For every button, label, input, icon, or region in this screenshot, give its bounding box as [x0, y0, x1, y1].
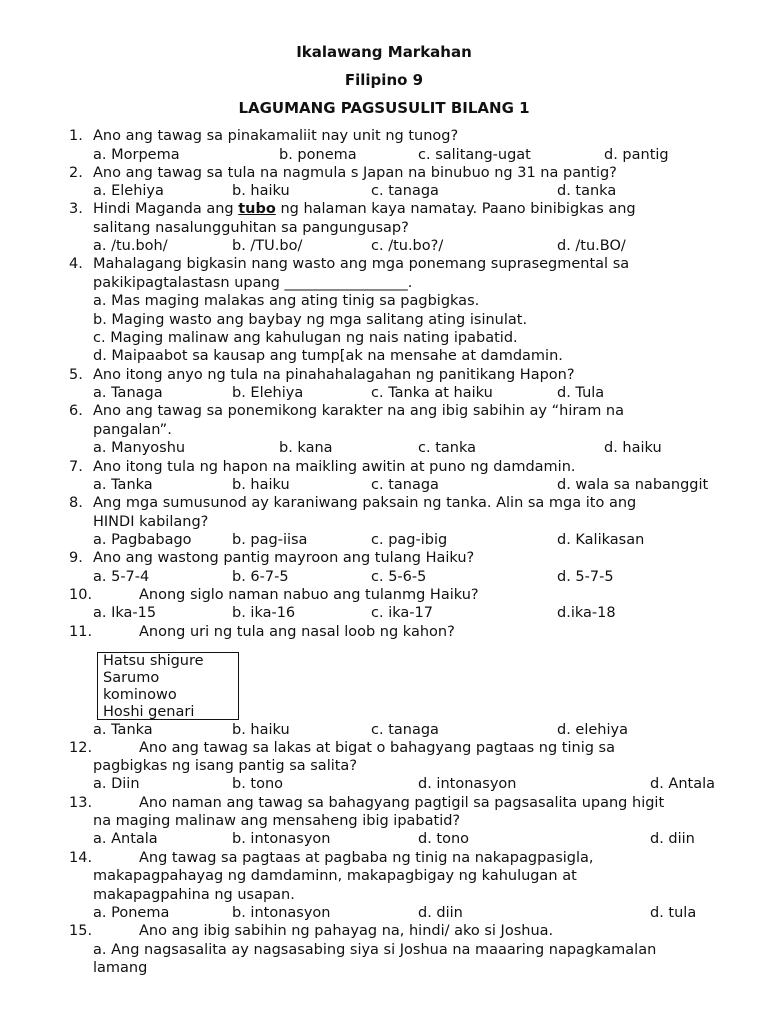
- choice-d: d. Tula: [557, 385, 605, 401]
- choice-c: d. tono: [418, 831, 470, 847]
- choice-d: d. pantig: [604, 147, 669, 163]
- question-text-part: ng halaman kaya namatay. Paano binibigkas ang: [275, 201, 636, 217]
- choice-d: d. wala sa nabanggit: [557, 477, 709, 493]
- choice-a: a. Morpema: [93, 147, 180, 163]
- question-text: Mahalagang bigkasin nang wasto ang mga ponemang suprasegmental sa: [93, 256, 630, 272]
- choice-a: a. Tanaga: [93, 385, 163, 401]
- question-text: [93, 200, 636, 218]
- option-b: b. Maging wasto ang baybay ng mga salitang ating isinulat.: [93, 312, 528, 328]
- choice-b: b. ponema: [279, 147, 357, 163]
- choice-c: c. tanaga: [371, 477, 439, 493]
- choice-a: a. Ponema: [93, 905, 170, 921]
- question-number: 7.: [69, 459, 83, 475]
- choice-d: d. 5-7-5: [557, 569, 614, 585]
- poem-box: [97, 652, 239, 720]
- choice-c: c. 5-6-5: [371, 569, 427, 585]
- question-number: 11.: [69, 624, 93, 640]
- choice-d: d.ika-18: [557, 605, 616, 621]
- option-a: a. Ang nagsasalita ay nagsasabing siya si Joshua na maaaring napagkamalan: [93, 942, 657, 958]
- choice-c: c. Tanka at haiku: [371, 385, 493, 401]
- question-text: Ang tawag sa pagtaas at pagbaba ng tinig na nakapagpasigla,: [139, 850, 594, 866]
- heading-subject: Filipino 9: [344, 71, 424, 89]
- choice-b: b. tono: [232, 776, 284, 792]
- question-number: 6.: [69, 403, 83, 419]
- question-text: Anong uri ng tula ang nasal loob ng kahon?: [139, 624, 455, 640]
- choice-b: b. intonasyon: [232, 905, 331, 921]
- choice-c: c. pag-ibig: [371, 532, 448, 548]
- question-text: Ano ang tawag sa tula na nagmula s Japan na binubuo ng 31 na pantig?: [93, 165, 617, 181]
- question-text: HINDI kabilang?: [93, 514, 209, 530]
- choice-d: d. tula: [650, 905, 697, 921]
- choice-d: d. Kalikasan: [557, 532, 645, 548]
- question-text: Ano ang tawag sa lakas at bigat o bahagyang pagtaas ng tinig sa: [139, 740, 615, 756]
- question-text: Ang mga sumusunod ay karaniwang paksain ng tanka. Alin sa mga ito ang: [93, 495, 637, 511]
- question-text: Ano itong tula ng hapon na maikling awitin at puno ng damdamin.: [93, 459, 576, 475]
- choice-a: a. Tanka: [93, 477, 153, 493]
- poem-line: Hoshi genari: [103, 704, 195, 720]
- question-number: 9.: [69, 550, 83, 566]
- question-text: Ano ang tawag sa ponemikong karakter na ang ibig sabihin ay “hiram na: [93, 403, 624, 419]
- choice-b: b. 6-7-5: [232, 569, 289, 585]
- choice-a: a. Manyoshu: [93, 440, 186, 456]
- choice-b: b. haiku: [232, 183, 290, 199]
- choice-a: a. Pagbabago: [93, 532, 192, 548]
- question-text: Ano ang wastong pantig mayroon ang tulang Haiku?: [93, 550, 475, 566]
- choice-a: a. Tanka: [93, 722, 153, 738]
- choice-c: c. ika-17: [371, 605, 433, 621]
- option-c: c. Maging malinaw ang kahulugan ng nais nating ipabatid.: [93, 330, 518, 346]
- choice-b: b. pag-iisa: [232, 532, 308, 548]
- choice-c: c. tanaga: [371, 183, 439, 199]
- question-number: 3.: [69, 201, 83, 217]
- choice-d: d. haiku: [604, 440, 662, 456]
- question-number: 10.: [69, 587, 93, 603]
- question-text: Anong siglo naman nabuo ang tulanmg Haiku?: [139, 587, 479, 603]
- choice-d: d. /tu.BO/: [557, 238, 626, 254]
- choice-b: b. Elehiya: [232, 385, 304, 401]
- question-number: 4.: [69, 256, 83, 272]
- option-a-continued: lamang: [93, 960, 148, 976]
- choice-d: d. diin: [650, 831, 695, 847]
- question-text: Ano ang ibig sabihin ng pahayag na, hindi/ ako si Joshua.: [139, 923, 554, 939]
- choice-a: a. Diin: [93, 776, 140, 792]
- question-text: makapagpahayag ng damdaminn, makapagbigay ng kahulugan at: [93, 868, 577, 884]
- choice-c: c. /tu.bo?/: [371, 238, 444, 254]
- question-text: salitang nasalungguhitan sa pangungusap?: [93, 220, 409, 236]
- choice-b: b. haiku: [232, 722, 290, 738]
- question-text: Ano naman ang tawag sa bahagyang pagtigil sa pagsasalita upang higit: [139, 795, 665, 811]
- choice-a: a. /tu.boh/: [93, 238, 168, 254]
- underlined-word: tubo: [238, 201, 276, 217]
- choice-a: a. Ika-15: [93, 605, 157, 621]
- choice-c: c. tanaga: [371, 722, 439, 738]
- question-text: makapagpahina ng usapan.: [93, 887, 295, 903]
- heading-exam-title: LAGUMANG PAGSUSULIT BILANG 1: [238, 99, 530, 117]
- question-number: 15.: [69, 923, 93, 939]
- question-text: Ano ang tawag sa pinakamaliit nay unit ng tunog?: [93, 128, 459, 144]
- choice-c: d. intonasyon: [418, 776, 517, 792]
- choice-b: b. intonasyon: [232, 831, 331, 847]
- question-text: pagbigkas ng isang pantig sa salita?: [93, 758, 358, 774]
- choice-d: d. elehiya: [557, 722, 628, 738]
- poem-line: kominowo: [103, 687, 177, 703]
- question-text: na maging malinaw ang mensaheng ibig ipabatid?: [93, 813, 461, 829]
- choice-a: a. 5-7-4: [93, 569, 150, 585]
- choice-c: c. salitang-ugat: [418, 147, 531, 163]
- question-number: 5.: [69, 367, 83, 383]
- choice-b: b. kana: [279, 440, 333, 456]
- question-number: 14.: [69, 850, 93, 866]
- choice-c: c. tanka: [418, 440, 476, 456]
- question-text: Ano itong anyo ng tula na pinahahalagahan ng panitikang Hapon?: [93, 367, 575, 383]
- question-number: 1.: [69, 128, 83, 144]
- question-number: 12.: [69, 740, 93, 756]
- choice-d: d. tanka: [557, 183, 617, 199]
- question-text: pakikipagtalastasn upang _________________.: [93, 275, 413, 291]
- option-a: a. Mas maging malakas ang ating tinig sa pagbigkas.: [93, 293, 480, 309]
- question-text: pangalan”.: [93, 422, 172, 438]
- poem-line: Hatsu shigure: [103, 653, 204, 669]
- question-number: 13.: [69, 795, 93, 811]
- question-number: 8.: [69, 495, 83, 511]
- heading-quarter: Ikalawang Markahan: [296, 43, 472, 61]
- choice-a: a. Antala: [93, 831, 158, 847]
- choice-d: d. Antala: [650, 776, 716, 792]
- choice-a: a. Elehiya: [93, 183, 164, 199]
- choice-b: b. haiku: [232, 477, 290, 493]
- poem-line: Sarumo: [103, 670, 160, 686]
- choice-b: b. /TU.bo/: [232, 238, 303, 254]
- question-number: 2.: [69, 165, 83, 181]
- question-text-part: Hindi Maganda ang: [93, 201, 239, 217]
- choice-b: b. ika-16: [232, 605, 296, 621]
- option-d: d. Maipaabot sa kausap ang tump[ak na mensahe at damdamin.: [93, 348, 563, 364]
- choice-c: d. diin: [418, 905, 463, 921]
